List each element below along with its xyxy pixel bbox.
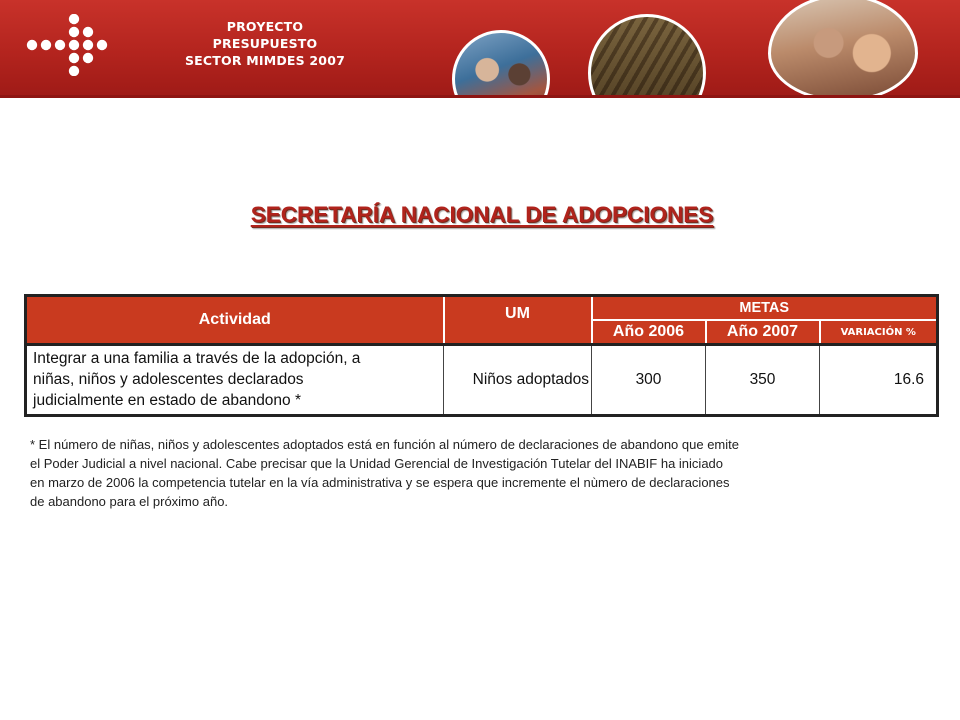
table-row xyxy=(26,345,938,416)
footnote-line: * El número de niñas, niños y adolescentes adoptados está en función al número de declaraciones de abandono que emite xyxy=(30,437,739,452)
footnote xyxy=(30,435,930,511)
cell-year-2006: 300 xyxy=(592,345,706,416)
project-title xyxy=(160,18,370,69)
footnote-line: de abandono para el próximo año. xyxy=(30,494,229,509)
actividad-line: Integrar a una familia a través de la adopción, a xyxy=(33,350,361,367)
project-title-line: PRESUPUESTO xyxy=(212,36,318,51)
workers-photo xyxy=(588,14,706,98)
cell-um: Niños adoptados xyxy=(444,345,592,416)
actividad-line: niñas, niños y adolescentes declarados xyxy=(33,371,304,388)
cell-variacion: 16.6 xyxy=(820,345,938,416)
project-title-line: SECTOR MIMDES 2007 xyxy=(184,53,346,68)
header-variacion: VARIACIÓN % xyxy=(820,320,938,345)
cell-year-2007: 350 xyxy=(706,345,820,416)
header-year-2006: Año 2006 xyxy=(592,320,706,345)
footnote-line: el Poder Judicial a nivel nacional. Cabe precisar que la Unidad Gerencial de Investigación Tutelar del INABIF ha iniciado xyxy=(30,456,724,471)
header-banner xyxy=(0,0,960,98)
header-metas: METAS xyxy=(592,296,938,321)
project-title-line: PROYECTO xyxy=(226,19,304,34)
page-title: SECRETARÍA NACIONAL DE ADOPCIONES xyxy=(250,202,714,227)
footnote-line: en marzo de 2006 la competencia tutelar en la vía administrativa y se espera que incremente el nùmero de declaraciones xyxy=(30,475,730,490)
header-year-2007: Año 2007 xyxy=(706,320,820,345)
mother-child-photo xyxy=(768,0,918,98)
header-actividad: Actividad xyxy=(26,296,444,345)
dots-arrow-logo-icon xyxy=(24,14,108,76)
metas-table xyxy=(24,294,936,412)
actividad-line: judicialmente en estado de abandono * xyxy=(33,392,302,409)
header-um: UM xyxy=(444,296,592,345)
women-group-photo xyxy=(452,30,550,98)
cell-actividad xyxy=(26,345,444,416)
